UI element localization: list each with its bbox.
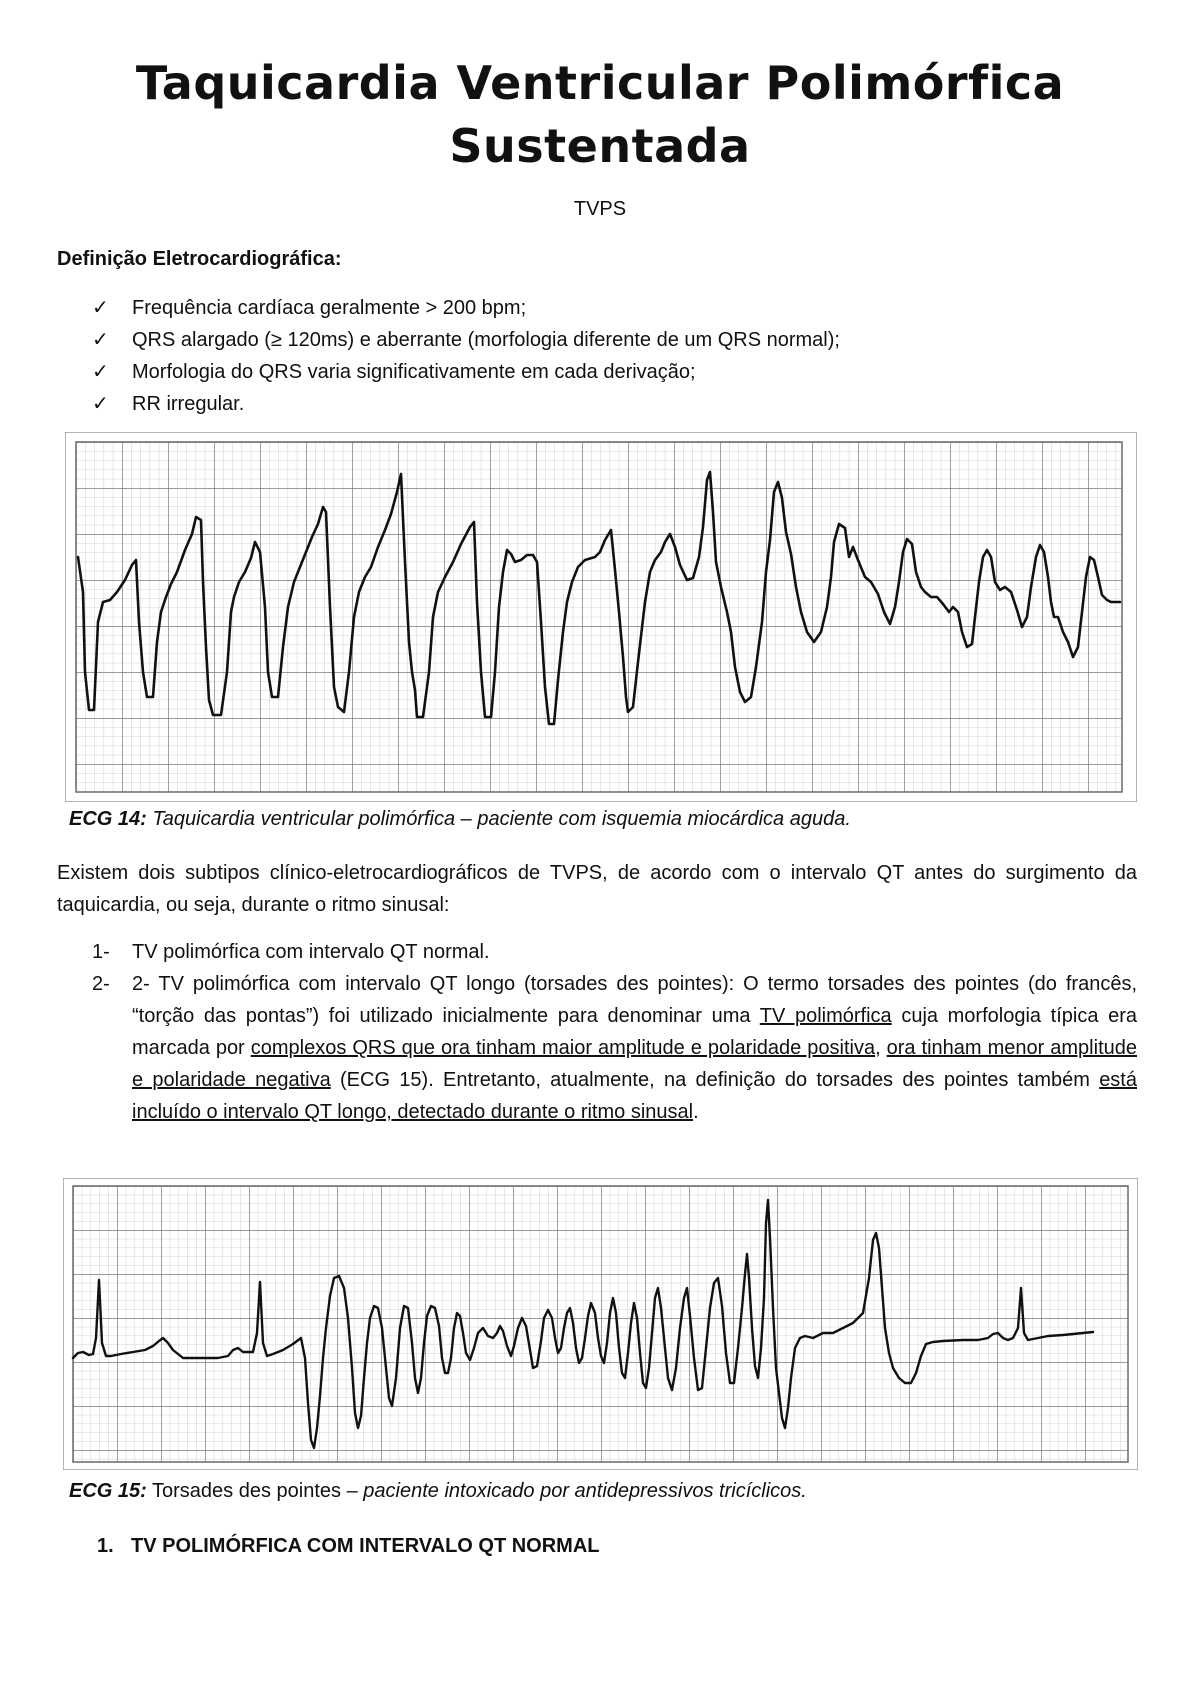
ecg14-caption [69, 808, 851, 831]
subtitle: TVPS [573, 198, 627, 220]
criteria-item [92, 292, 840, 324]
subtype-number: 2- [92, 973, 110, 995]
checkmark-icon: ✓ [92, 393, 109, 415]
underlined-text: ora tinham menor amplitude e polaridade negativa [132, 1037, 1137, 1091]
criteria-list [92, 292, 840, 420]
criteria-item [92, 388, 840, 420]
ecg15-strip [63, 1178, 1138, 1470]
subtype-text: (ECG 15). Entretanto, atualmente, na definição do torsades des pointes também [330, 1069, 1100, 1091]
checkmark-icon: ✓ [92, 329, 109, 351]
ecg15-caption-text: Torsades des pointes [152, 1480, 342, 1502]
criteria-item [92, 324, 840, 356]
ecg15-caption-label: ECG 15: [69, 1480, 147, 1502]
subtype-item [92, 936, 1137, 968]
ecg14-caption-text: Taquicardia ventricular polimórfica – paciente com isquemia miocárdica aguda. [152, 808, 851, 830]
underlined-text: complexos QRS que ora tinham maior amplitude e polaridade positiva [250, 1037, 876, 1059]
ecg15-caption [69, 1480, 807, 1503]
checkmark-icon: ✓ [92, 297, 109, 319]
title-line-1: Taquicardia Ventricular Polimórfica [135, 56, 1065, 110]
section-title: TV POLIMÓRFICA COM INTERVALO QT NORMAL [131, 1535, 600, 1557]
criteria-text: QRS alargado (≥ 120ms) e aberrante (morfologia diferente de um QRS normal); [132, 329, 840, 351]
ecg14-caption-label: ECG 14: [69, 808, 147, 830]
ecg15-caption-dash: – [341, 1480, 364, 1502]
subtype-text: . [693, 1101, 699, 1123]
subtype-list [92, 936, 1137, 1128]
criteria-text: RR irregular. [132, 393, 245, 415]
subtype-text: , [875, 1037, 887, 1059]
definition-heading: Definição Eletrocardiográfica: [57, 248, 342, 270]
subtype-number: 1- [92, 941, 110, 963]
subtype-text: cuja morfologia típica era marcada por [132, 1005, 1138, 1059]
subtype-item [92, 968, 1137, 1128]
underlined-text: está incluído o intervalo QT longo, detectado durante o ritmo sinusal [132, 1069, 1137, 1123]
checkmark-icon: ✓ [92, 361, 109, 383]
subtype-text: 2- TV polimórfica com intervalo QT longo (torsades des pointes): O termo torsades des pointes (do francês, “torção das pontas”) foi utilizado inicialmente para denominar uma [132, 973, 1137, 1027]
ecg14-strip [65, 432, 1137, 802]
criteria-text: Morfologia do QRS varia significativamente em cada derivação; [132, 361, 696, 383]
underlined-text: TV polimórfica [759, 1005, 892, 1027]
section-number: 1. [97, 1535, 114, 1557]
title-line-2: Sustentada [449, 119, 751, 173]
subtype-text: TV polimórfica com intervalo QT normal. [132, 941, 490, 963]
page-title [0, 52, 1200, 178]
section-heading [97, 1535, 600, 1558]
intro-paragraph: Existem dois subtipos clínico-eletrocardiográficos de TVPS, de acordo com o intervalo QT antes do surgimento da taquicardia, ou seja, durante o ritmo sinusal: [57, 862, 1137, 916]
criteria-text: Frequência cardíaca geralmente > 200 bpm; [132, 297, 527, 319]
ecg15-caption-italic: paciente intoxicado por antidepressivos tricíclicos. [363, 1480, 807, 1502]
criteria-item [92, 356, 840, 388]
